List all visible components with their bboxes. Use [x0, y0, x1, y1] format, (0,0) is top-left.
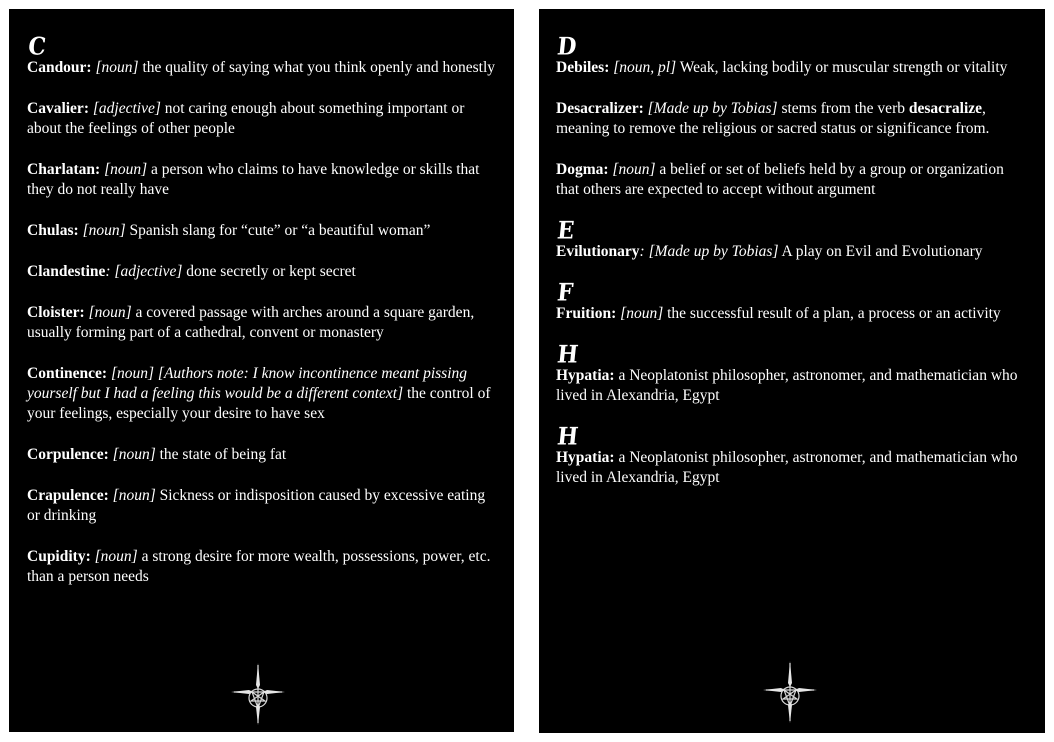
glossary-entry [556, 448, 1028, 488]
glossary-entry [556, 366, 1028, 406]
glossary-entry [27, 547, 496, 587]
glossary-entry [556, 160, 1028, 200]
glossary-entry [27, 160, 496, 200]
section-h-duplicate [555, 422, 1028, 488]
entry-definition: a Neoplatonist philosopher, astronomer, and mathematician who lived in Alexandria, Egypt [556, 449, 1018, 486]
entry-part-of-speech: [adjective] [92, 100, 161, 117]
glossary-entry [27, 303, 496, 343]
entry-definition: a belief or set of beliefs held by a group or organization that others are expected to accept without argument [556, 161, 1004, 198]
entry-part-of-speech: [Made up by Tobias] [647, 100, 778, 117]
glossary-entry [27, 221, 496, 241]
entry-author-note: [Authors note: I know incontinence meant pissing yourself but I had a feeling this would be a different context] [27, 365, 467, 402]
entry-part-of-speech: : [adjective] [105, 263, 183, 280]
entry-definition: the control of your feelings, especially your desire to have sex [27, 385, 491, 422]
entry-part-of-speech: [noun] [88, 304, 132, 321]
entry-definition: a covered passage with arches around a square garden, usually forming part of a cathedral, convent or monastery [27, 304, 475, 341]
entry-definition: the quality of saying what you think openly and honestly [142, 59, 496, 76]
entry-term: Hypatia: [556, 367, 615, 384]
glossary-page-right [539, 9, 1045, 733]
entry-part-of-speech: [noun] [82, 222, 126, 239]
section-letter: F [555, 278, 575, 308]
section-d [555, 32, 1028, 200]
entry-term: Corpulence: [27, 446, 109, 463]
glossary-entry [556, 99, 1028, 139]
glossary-entry [27, 58, 496, 78]
entry-part-of-speech: [noun] [112, 446, 156, 463]
entry-definition: the successful result of a plan, a process or an activity [667, 305, 1001, 322]
glossary-entry [556, 304, 1028, 324]
section-c [26, 32, 496, 587]
section-letter: H [555, 340, 580, 370]
glossary-page-left [9, 9, 514, 732]
entry-part-of-speech: [noun, pl] [613, 59, 677, 76]
entry-term: Evilutionary [556, 243, 640, 260]
section-letter: D [555, 32, 578, 62]
entry-definition: Spanish slang for “cute” or “a beautiful woman” [129, 222, 431, 239]
section-h [555, 340, 1028, 406]
entry-part-of-speech: [noun] [104, 161, 148, 178]
section-letter: H [555, 422, 580, 452]
section-letter: C [26, 32, 48, 62]
entry-term: Charlatan: [27, 161, 101, 178]
glossary-entry [27, 486, 496, 526]
section-letter: E [555, 216, 576, 246]
entry-definition-lead: stems from the verb [781, 100, 905, 117]
entry-term: Cupidity: [27, 548, 91, 565]
entry-definition: done secretly or kept secret [186, 263, 356, 280]
entry-part-of-speech: [noun] [110, 365, 155, 382]
entry-term: Dogma: [556, 161, 609, 178]
entry-part-of-speech: [noun] [112, 487, 156, 504]
entry-term: Fruition: [556, 305, 617, 322]
entry-definition: not caring enough about something important or about the feelings of other people [27, 100, 465, 137]
entry-definition: Weak, lacking bodily or muscular strength or vitality [679, 59, 1008, 76]
entry-definition: a Neoplatonist philosopher, astronomer, and mathematician who lived in Alexandria, Egypt [556, 367, 1018, 404]
entry-term: Desacralizer: [556, 100, 644, 117]
entry-term: Clandestine [27, 263, 106, 280]
entry-definition: , meaning to remove the religious or sacred status or significance from. [556, 100, 990, 137]
glossary-entry [27, 262, 496, 282]
entry-definition: Sickness or indisposition caused by excessive eating or drinking [27, 487, 486, 524]
glossary-entry [27, 445, 496, 465]
entry-part-of-speech: : [Made up by Tobias] [639, 243, 779, 260]
entry-term: Cloister: [27, 304, 85, 321]
inverted-cross-pentagram-icon [763, 661, 817, 723]
entry-definition: a strong desire for more wealth, possessions, power, etc. than a person needs [27, 548, 491, 585]
section-e [555, 216, 1028, 262]
section-f [555, 278, 1028, 324]
entry-part-of-speech: [noun] [620, 305, 664, 322]
entry-term: Hypatia: [556, 449, 615, 466]
entry-term: Cavalier: [27, 100, 89, 117]
glossary-entry [27, 99, 496, 139]
entry-part-of-speech: [noun] [95, 59, 139, 76]
entry-part-of-speech: [noun] [612, 161, 656, 178]
entry-term: Crapulence: [27, 487, 109, 504]
inverted-cross-pentagram-icon [231, 663, 285, 725]
entry-definition: a person who claims to have knowledge or skills that they do not really have [27, 161, 480, 198]
entry-definition: A play on Evil and Evolutionary [781, 243, 983, 260]
entry-term: Debiles: [556, 59, 610, 76]
glossary-entry [556, 242, 1028, 262]
entry-term: Chulas: [27, 222, 79, 239]
entry-term: Candour: [27, 59, 92, 76]
entry-definition: the state of being fat [159, 446, 287, 463]
glossary-entry [27, 364, 496, 424]
glossary-entry [556, 58, 1028, 78]
entry-part-of-speech: [noun] [94, 548, 138, 565]
entry-term: Continence: [27, 365, 108, 382]
entry-definition-keyword: desacralize [908, 100, 983, 117]
